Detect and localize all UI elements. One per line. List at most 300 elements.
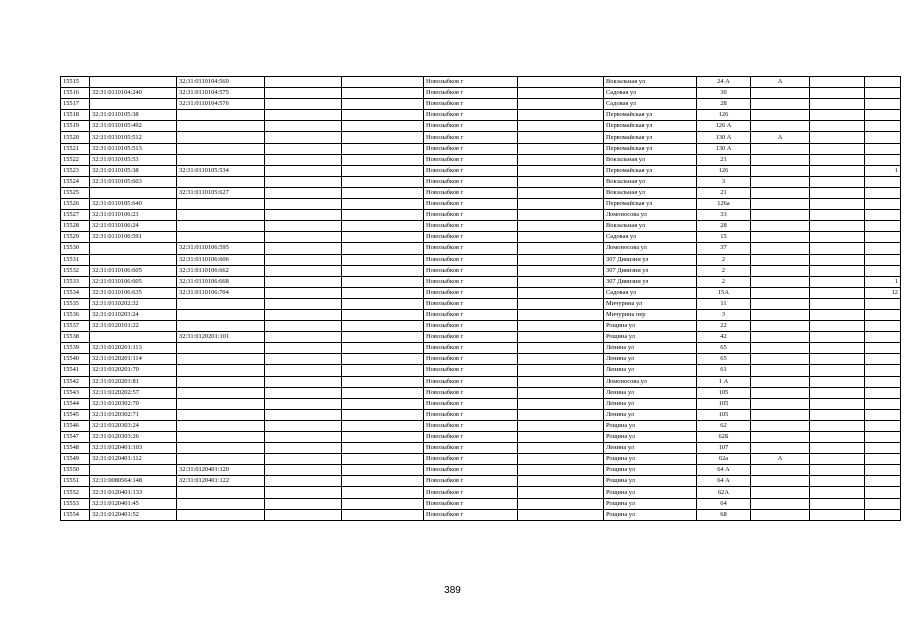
cell-cadastral-number-2: 32:31:0120401:122 [177,476,265,487]
table-row [61,498,901,509]
cell-building-letter [751,409,810,420]
cell-col-12 [865,243,901,254]
cell-city: Новозыбков г [424,143,518,154]
cell-col-4 [265,221,342,232]
cell-row-number: 15553 [61,498,90,509]
cell-col-5 [342,387,424,398]
cell-col-7 [518,276,604,287]
cell-col-11 [810,487,865,498]
cell-col-12 [865,176,901,187]
cell-cadastral-number-2: 32:31:0110106:668 [177,276,265,287]
cell-building-letter [751,509,810,520]
cell-col-4 [265,232,342,243]
cell-col-11 [810,343,865,354]
cell-row-number: 15522 [61,154,90,165]
cell-row-number: 15523 [61,165,90,176]
cell-row-number: 15534 [61,287,90,298]
cell-col-12 [865,409,901,420]
table-row [61,88,901,99]
table-row [61,187,901,198]
cell-col-11 [810,443,865,454]
cell-cadastral-number: 32:31:0120303:26 [90,432,177,443]
cell-building-letter: А [751,132,810,143]
cell-col-11 [810,365,865,376]
cell-row-number: 15527 [61,210,90,221]
cell-cadastral-number-2 [177,309,265,320]
cell-col-5 [342,432,424,443]
cell-row-number: 15554 [61,509,90,520]
cell-col-7 [518,287,604,298]
cell-col-5 [342,232,424,243]
cell-row-number: 15533 [61,276,90,287]
table-row [61,199,901,210]
cell-col-11 [810,420,865,431]
cell-col-4 [265,77,342,88]
cell-col-11 [810,354,865,365]
cell-col-11 [810,88,865,99]
cell-col-4 [265,343,342,354]
cell-col-7 [518,298,604,309]
cell-street: Садовая ул [604,88,697,99]
cell-house-number: 24 А [697,77,751,88]
cell-cadastral-number-2 [177,409,265,420]
table-row [61,465,901,476]
cell-street: Рощина ул [604,321,697,332]
cell-col-11 [810,265,865,276]
cell-col-5 [342,132,424,143]
cell-col-4 [265,398,342,409]
cell-col-12 [865,321,901,332]
cell-col-4 [265,243,342,254]
cell-row-number: 15540 [61,354,90,365]
cell-street: Ленина ул [604,409,697,420]
cell-col-11 [810,332,865,343]
cell-col-4 [265,487,342,498]
cell-col-4 [265,365,342,376]
cell-col-5 [342,276,424,287]
cell-col-7 [518,387,604,398]
cell-col-5 [342,99,424,110]
cell-street: Ленина ул [604,365,697,376]
cell-col-7 [518,143,604,154]
cell-col-12 [865,99,901,110]
cell-col-7 [518,509,604,520]
cell-building-letter [751,221,810,232]
cell-street: Мичурина ул [604,298,697,309]
table-row [61,298,901,309]
cell-row-number: 15517 [61,99,90,110]
cell-col-4 [265,265,342,276]
cell-col-5 [342,465,424,476]
cell-building-letter [751,143,810,154]
cell-cadastral-number: 32:31:0110203:24 [90,309,177,320]
cell-street: Вокзальная ул [604,77,697,88]
cell-col-4 [265,210,342,221]
cell-city: Новозыбков г [424,498,518,509]
cell-col-12 [865,143,901,154]
table-row [61,254,901,265]
cell-cadastral-number: 32:31:0110105:492 [90,121,177,132]
cell-house-number: 28 [697,221,751,232]
cell-cadastral-number [90,187,177,198]
cell-row-number: 15518 [61,110,90,121]
cell-city: Новозыбков г [424,420,518,431]
cell-street: Садовая ул [604,287,697,298]
cell-col-5 [342,376,424,387]
cell-col-12 [865,487,901,498]
cell-building-letter [751,265,810,276]
cell-house-number: 61 [697,365,751,376]
cell-col-12 [865,509,901,520]
cell-col-4 [265,332,342,343]
cell-col-4 [265,187,342,198]
cell-col-11 [810,143,865,154]
cell-city: Новозыбков г [424,221,518,232]
cell-col-5 [342,199,424,210]
cell-col-4 [265,376,342,387]
cell-house-number: 15А [697,287,751,298]
cell-cadastral-number: 32:31:0110106:605 [90,265,177,276]
cell-city: Новозыбков г [424,132,518,143]
cell-house-number: 68 [697,509,751,520]
cell-city: Новозыбков г [424,465,518,476]
cell-col-5 [342,332,424,343]
cell-cadastral-number [90,243,177,254]
cell-cadastral-number: 32:31:0120201:114 [90,354,177,365]
table-row [61,420,901,431]
table-row [61,432,901,443]
cell-building-letter [751,121,810,132]
cell-col-12 [865,354,901,365]
cell-col-4 [265,88,342,99]
cell-col-7 [518,321,604,332]
cell-row-number: 15531 [61,254,90,265]
cell-col-12 [865,232,901,243]
cell-col-12: 1 [865,276,901,287]
cell-row-number: 15545 [61,409,90,420]
cell-col-11 [810,176,865,187]
cell-col-5 [342,476,424,487]
cell-col-4 [265,143,342,154]
cell-row-number: 15546 [61,420,90,431]
cell-col-4 [265,254,342,265]
cell-cadastral-number-2 [177,387,265,398]
table-row [61,332,901,343]
cell-city: Новозыбков г [424,332,518,343]
cell-row-number: 15552 [61,487,90,498]
cell-col-11 [810,77,865,88]
cell-house-number: 3 [697,309,751,320]
cell-cadastral-number-2 [177,132,265,143]
cell-cadastral-number [90,332,177,343]
cell-house-number: 64 А [697,476,751,487]
cell-building-letter [751,298,810,309]
cell-cadastral-number [90,254,177,265]
table-row [61,454,901,465]
cell-row-number: 15543 [61,387,90,398]
cell-col-12 [865,265,901,276]
cell-city: Новозыбков г [424,165,518,176]
cell-col-12 [865,132,901,143]
table-body [61,77,901,521]
cell-house-number: 22 [697,321,751,332]
cell-cadastral-number-2 [177,365,265,376]
cell-col-12 [865,498,901,509]
cell-street: Вокзальная ул [604,176,697,187]
cell-col-7 [518,121,604,132]
cell-row-number: 15541 [61,365,90,376]
cell-col-7 [518,454,604,465]
cell-col-12 [865,254,901,265]
cell-row-number: 15542 [61,376,90,387]
cell-building-letter [751,487,810,498]
cell-street: Первомайская ул [604,121,697,132]
cell-house-number: 65 [697,354,751,365]
cell-col-4 [265,287,342,298]
cell-building-letter [751,99,810,110]
cell-col-12 [865,154,901,165]
cell-col-4 [265,176,342,187]
cell-building-letter [751,498,810,509]
cell-street: Первомайская ул [604,132,697,143]
cell-col-12 [865,432,901,443]
cell-row-number: 15538 [61,332,90,343]
cell-cadastral-number: 32:31:0120401:103 [90,443,177,454]
cell-col-11 [810,232,865,243]
cell-cadastral-number-2 [177,121,265,132]
cell-cadastral-number: 32:31:0120201:81 [90,376,177,387]
cell-col-11 [810,287,865,298]
cell-cadastral-number: 32:31:0080564:148 [90,476,177,487]
cell-cadastral-number-2 [177,221,265,232]
cell-col-12 [865,420,901,431]
table-row [61,154,901,165]
cell-building-letter [751,154,810,165]
cell-city: Новозыбков г [424,187,518,198]
cell-col-4 [265,420,342,431]
cell-city: Новозыбков г [424,365,518,376]
cell-cadastral-number: 32:31:0120302:71 [90,409,177,420]
cell-street: Рощина ул [604,498,697,509]
cell-house-number: 126 А [697,121,751,132]
cell-col-7 [518,432,604,443]
cell-city: Новозыбков г [424,476,518,487]
cell-city: Новозыбков г [424,254,518,265]
cell-col-7 [518,132,604,143]
cell-cadastral-number: 32:31:0110106:635 [90,287,177,298]
cell-col-7 [518,376,604,387]
cell-col-11 [810,409,865,420]
cell-col-5 [342,443,424,454]
cell-building-letter [751,287,810,298]
cell-col-4 [265,309,342,320]
cell-city: Новозыбков г [424,232,518,243]
table-row [61,487,901,498]
cell-row-number: 15521 [61,143,90,154]
cell-cadastral-number [90,77,177,88]
cell-building-letter [751,88,810,99]
cell-cadastral-number-2 [177,354,265,365]
cell-house-number: 107 [697,443,751,454]
cell-cadastral-number-2: 32:31:0120401:120 [177,465,265,476]
cell-house-number: 126 [697,110,751,121]
cell-cadastral-number-2: 32:31:0110104:576 [177,99,265,110]
cell-house-number: 30 [697,88,751,99]
table-row [61,143,901,154]
cell-col-7 [518,409,604,420]
cell-cadastral-number-2 [177,154,265,165]
cell-cadastral-number: 32:31:0110106:591 [90,232,177,243]
cell-cadastral-number: 32:31:0110105:53 [90,154,177,165]
cell-col-7 [518,110,604,121]
cell-col-12 [865,88,901,99]
cell-city: Новозыбков г [424,398,518,409]
cell-cadastral-number: 32:31:0120201:113 [90,343,177,354]
cell-street: Первомайская ул [604,165,697,176]
cell-row-number: 15526 [61,199,90,210]
table-row [61,121,901,132]
cell-col-7 [518,498,604,509]
cell-cadastral-number-2: 32:31:0110105:627 [177,187,265,198]
cell-cadastral-number: 32:31:0110105:640 [90,199,177,210]
cell-house-number: 28 [697,99,751,110]
table-row [61,409,901,420]
cell-col-12 [865,210,901,221]
cell-col-5 [342,487,424,498]
table-row [61,398,901,409]
cell-col-4 [265,110,342,121]
cell-house-number: 2 [697,254,751,265]
cell-cadastral-number-2: 32:31:0110104:560 [177,77,265,88]
cell-building-letter: А [751,454,810,465]
cell-col-11 [810,187,865,198]
cell-col-7 [518,332,604,343]
cell-street: Садовая ул [604,99,697,110]
cell-row-number: 15525 [61,187,90,198]
cell-cadastral-number-2: 32:31:0110106:662 [177,265,265,276]
cell-house-number: 2 [697,276,751,287]
cell-col-11 [810,276,865,287]
cell-col-5 [342,409,424,420]
cell-row-number: 15520 [61,132,90,143]
cell-house-number: 62Б [697,432,751,443]
cell-cadastral-number-2: 32:31:0110106:704 [177,287,265,298]
table-row [61,309,901,320]
table-row [61,509,901,520]
cell-house-number: 105 [697,387,751,398]
cell-col-5 [342,343,424,354]
cell-building-letter [751,199,810,210]
cell-cadastral-number-2 [177,343,265,354]
cell-col-7 [518,309,604,320]
cell-col-4 [265,354,342,365]
cell-col-7 [518,154,604,165]
cell-house-number: 2 [697,265,751,276]
table-row [61,321,901,332]
cell-col-11 [810,509,865,520]
cell-house-number: 105 [697,398,751,409]
cell-col-4 [265,498,342,509]
table-row [61,343,901,354]
cell-row-number: 15548 [61,443,90,454]
cell-col-5 [342,77,424,88]
cell-cadastral-number-2 [177,398,265,409]
cell-col-7 [518,165,604,176]
page-number: 389 [444,585,461,596]
cell-row-number: 15539 [61,343,90,354]
cell-col-11 [810,398,865,409]
cell-street: Ломоносова ул [604,243,697,254]
cell-city: Новозыбков г [424,487,518,498]
cell-row-number: 15519 [61,121,90,132]
cell-house-number: 42 [697,332,751,343]
cell-house-number: 21 [697,154,751,165]
cell-cadastral-number-2 [177,509,265,520]
cell-col-5 [342,243,424,254]
cell-street: Ленина ул [604,387,697,398]
cell-street: Садовая ул [604,232,697,243]
cell-col-11 [810,309,865,320]
cell-col-5 [342,176,424,187]
cell-col-5 [342,509,424,520]
cell-col-12 [865,343,901,354]
cell-cadastral-number: 32:31:0120101:22 [90,321,177,332]
cell-col-7 [518,343,604,354]
cell-col-5 [342,121,424,132]
cell-col-4 [265,387,342,398]
cell-col-7 [518,254,604,265]
cell-row-number: 15535 [61,298,90,309]
table-row [61,99,901,110]
cell-row-number: 15530 [61,243,90,254]
cell-col-4 [265,121,342,132]
cell-col-4 [265,409,342,420]
cell-street: Рощина ул [604,476,697,487]
table-row [61,165,901,176]
cell-house-number: 62а [697,454,751,465]
cell-col-4 [265,276,342,287]
cell-street: Рощина ул [604,432,697,443]
cell-col-11 [810,165,865,176]
cell-house-number: 126 [697,165,751,176]
cell-col-11 [810,99,865,110]
cell-cadastral-number: 32:31:0120401:112 [90,454,177,465]
cell-col-7 [518,210,604,221]
table-row [61,476,901,487]
cell-city: Новозыбков г [424,387,518,398]
cell-cadastral-number-2 [177,420,265,431]
cell-city: Новозыбков г [424,265,518,276]
cell-street: Вокзальная ул [604,221,697,232]
cell-col-11 [810,132,865,143]
cell-col-12 [865,77,901,88]
cell-city: Новозыбков г [424,243,518,254]
cell-cadastral-number-2: 32:31:0110106:606 [177,254,265,265]
cell-col-4 [265,454,342,465]
cell-col-11 [810,243,865,254]
cell-col-12: 12 [865,287,901,298]
cell-col-7 [518,187,604,198]
cell-col-4 [265,132,342,143]
cell-cadastral-number: 32:31:0120303:24 [90,420,177,431]
cell-building-letter [751,354,810,365]
cell-street: Рощина ул [604,487,697,498]
cell-cadastral-number: 32:31:0110105:38 [90,110,177,121]
cell-col-5 [342,398,424,409]
cell-cadastral-number: 32:31:0110105:512 [90,132,177,143]
cell-street: Вокзальная ул [604,154,697,165]
table-row [61,365,901,376]
